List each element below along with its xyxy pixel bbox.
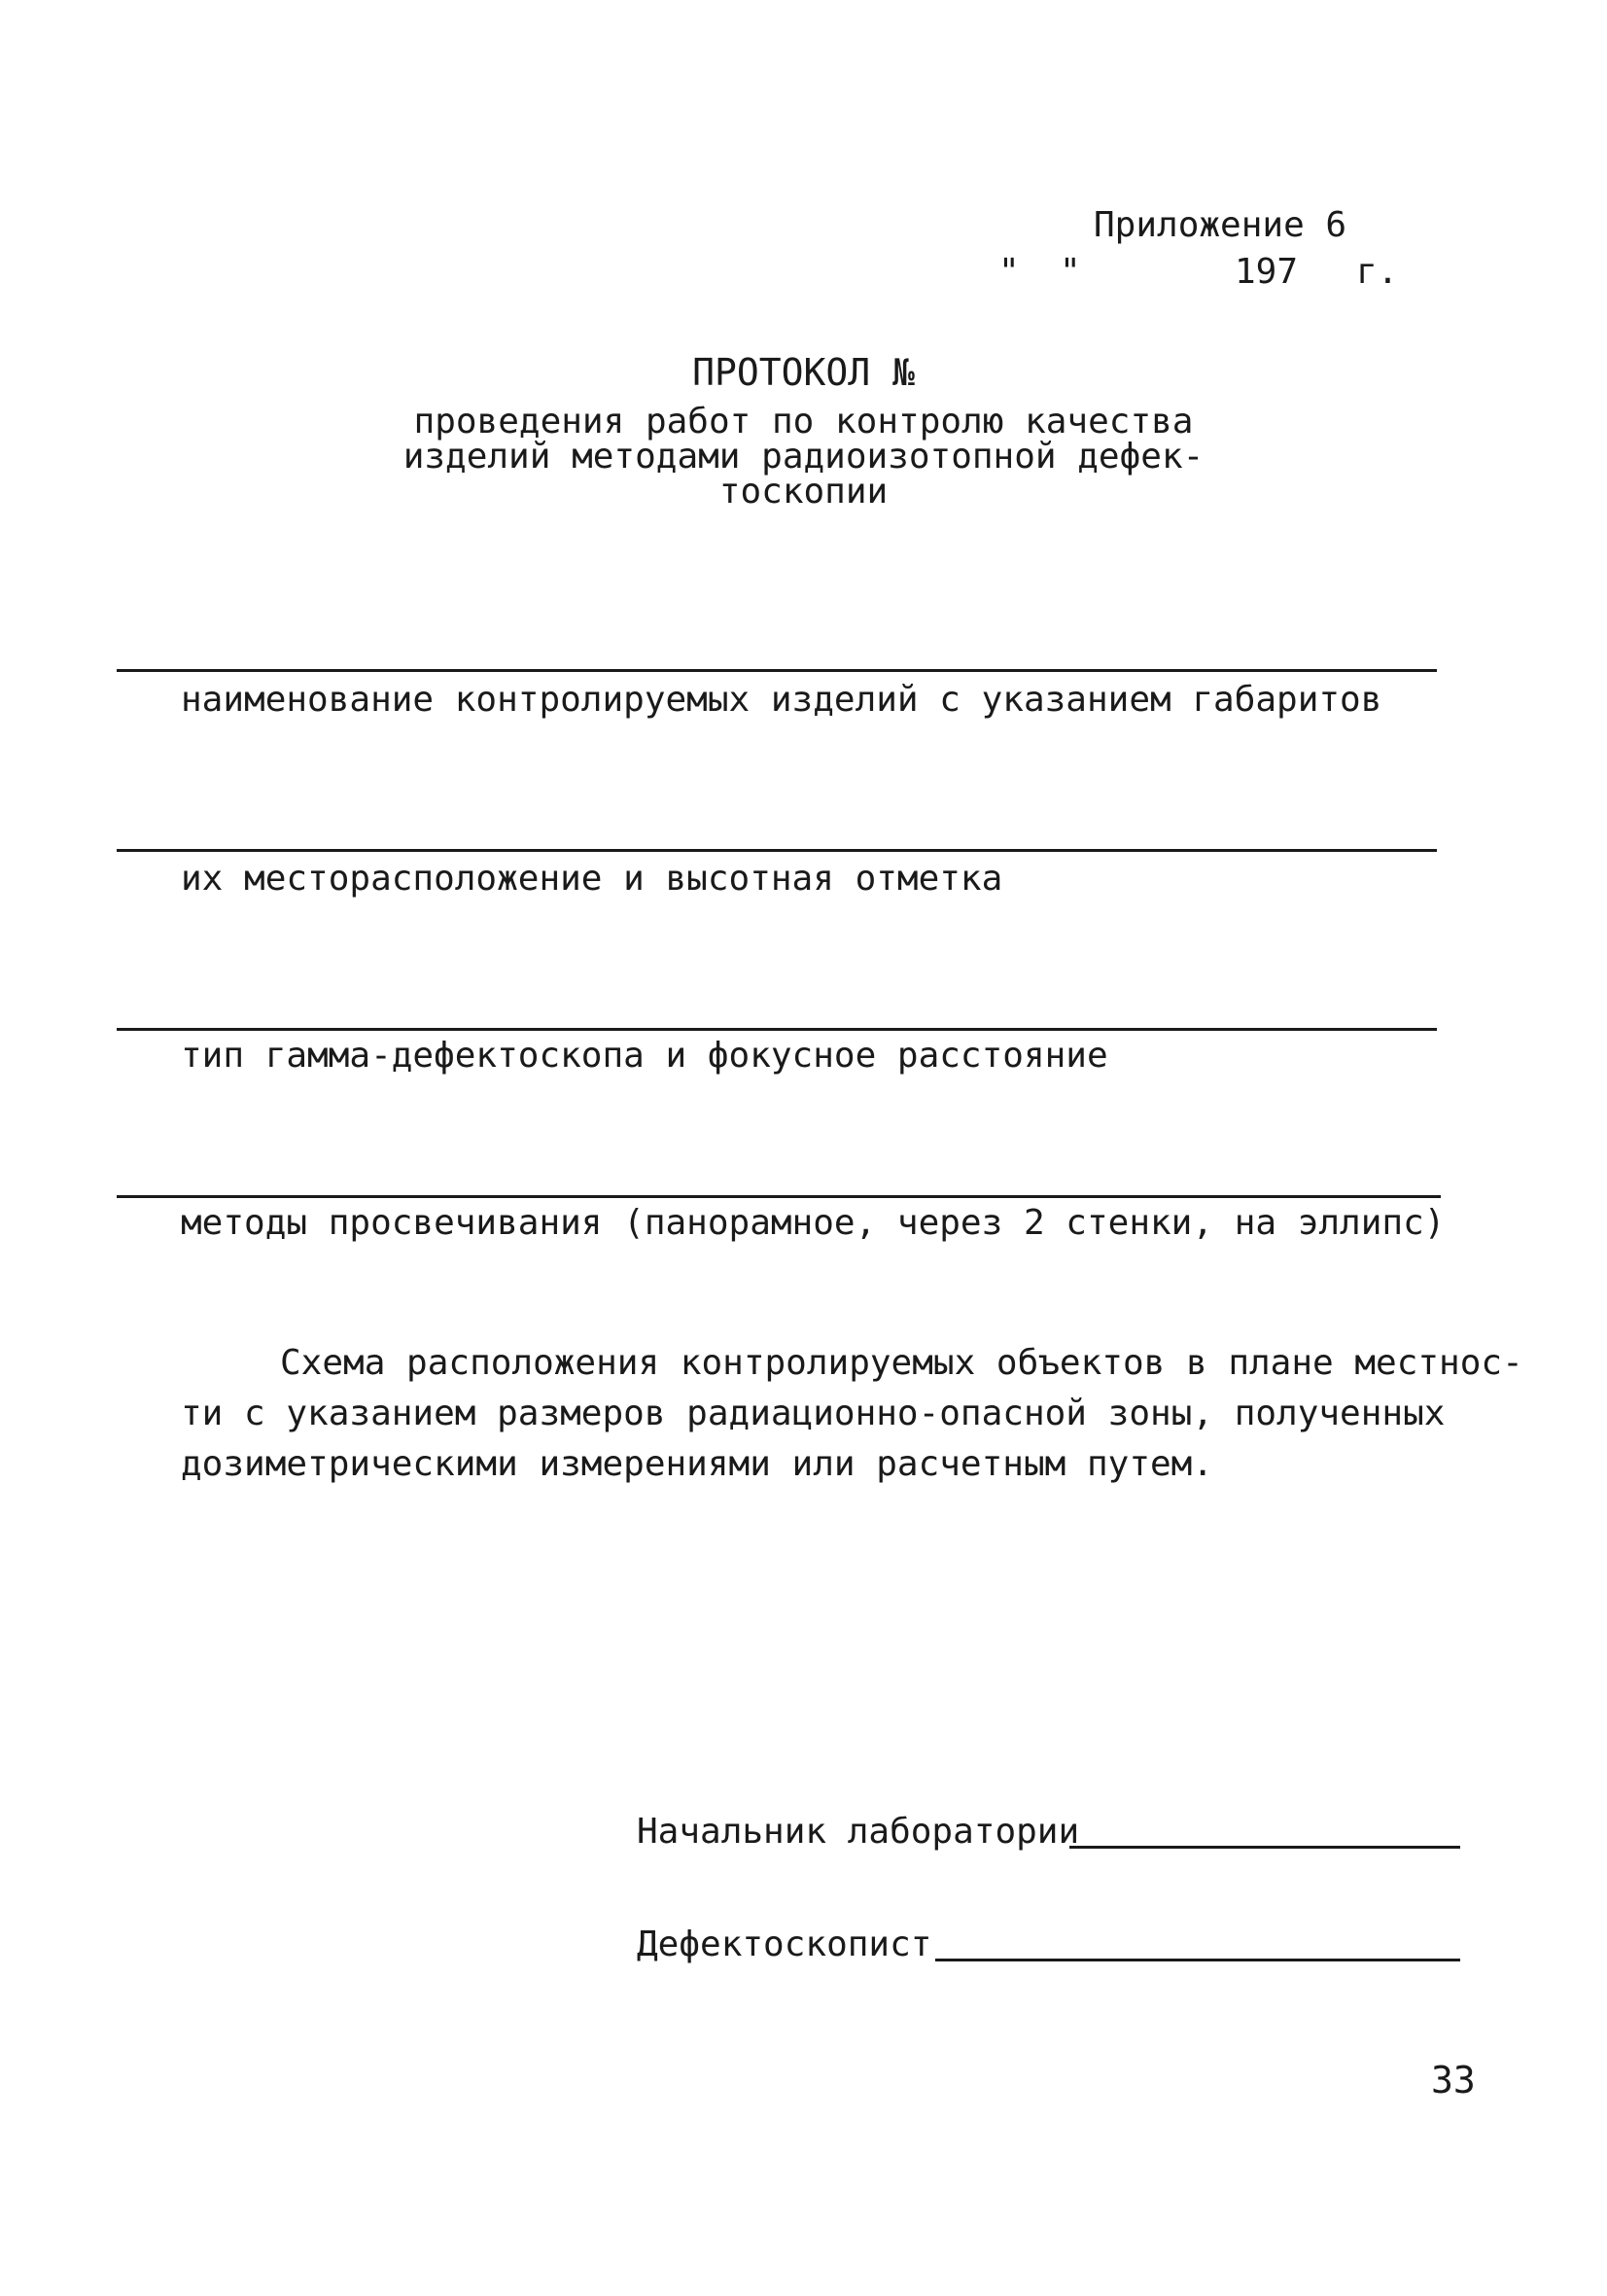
field-caption-methods: методы просвечивания (панорамное, через 2 стенки, на эллипс) [181, 1203, 1446, 1243]
flaw-detector-signature-line [935, 1959, 1460, 1961]
scheme-paragraph-line: дозиметрическими измерениями или расчетным путем. [181, 1444, 1214, 1484]
date-quote-close: " [1060, 252, 1081, 292]
protocol-title: ПРОТОКОЛ № [692, 351, 915, 394]
field-caption-location: их месторасположение и высотная отметка [181, 859, 1003, 899]
head-of-lab-label: Начальник лаборатории [637, 1812, 1080, 1852]
subtitle-line: изделий методами радиоизотопной дефек- [402, 437, 1205, 477]
scheme-paragraph-line: Схема расположения контролируемых объектов в плане местнос- [280, 1343, 1523, 1383]
field-caption-detector-type: тип гамма-дефектоскопа и фокусное расстояние [181, 1036, 1108, 1076]
blank-line-products [117, 669, 1437, 672]
flaw-detector-label: Дефектоскопист [637, 1925, 932, 1964]
subtitle-line: тоскопии [718, 472, 889, 512]
scheme-paragraph-line: ти с указанием размеров радиационно-опасной зоны, полученных [181, 1394, 1446, 1433]
date-suffix: г. [1356, 252, 1399, 292]
appendix-label: Приложение 6 [1094, 205, 1347, 245]
page-number: 33 [1431, 2059, 1476, 2102]
blank-line-methods [117, 1195, 1441, 1198]
date-quote-open: " [998, 252, 1020, 292]
subtitle-line: проведения работ по контролю качества [413, 402, 1194, 442]
blank-line-detector-type [117, 1028, 1437, 1031]
date-year: 197 [1235, 252, 1299, 292]
head-of-lab-signature-line [1069, 1846, 1460, 1849]
blank-line-location [117, 849, 1437, 852]
field-caption-products: наименование контролируемых изделий с указанием габаритов [181, 680, 1382, 720]
